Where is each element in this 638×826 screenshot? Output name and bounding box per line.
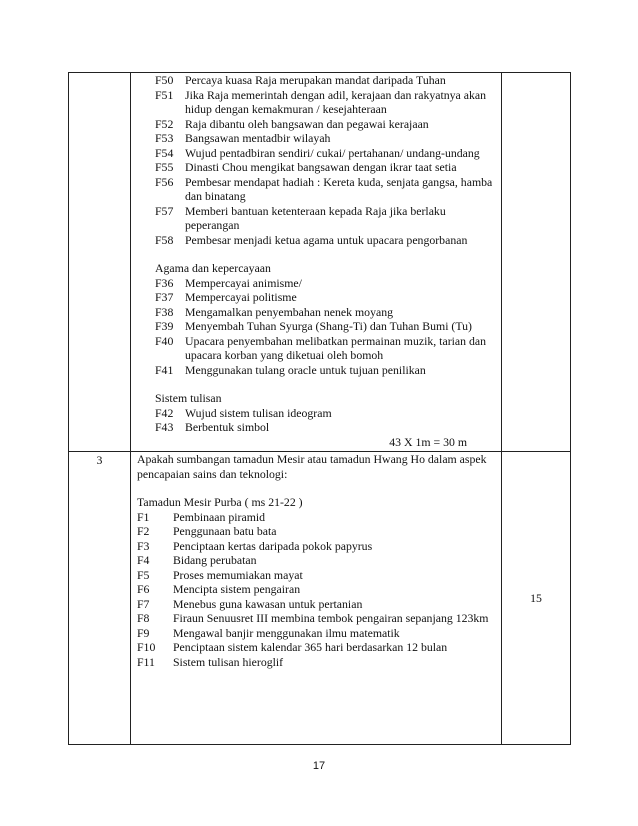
item-code: F1 — [137, 509, 150, 524]
social-structure-list — [155, 73, 497, 247]
item-code: F51 — [155, 87, 174, 102]
mark-cell — [502, 73, 571, 452]
writing-list — [155, 406, 497, 435]
list-item — [137, 582, 497, 597]
item-text: Mencipta sistem pengairan — [173, 582, 301, 596]
list-item — [155, 73, 497, 88]
list-item — [155, 334, 497, 363]
list-item — [137, 655, 497, 670]
item-text: Bangsawan mentadbir wilayah — [185, 131, 331, 145]
item-code: F2 — [137, 524, 150, 538]
item-code: F42 — [155, 405, 174, 420]
item-text: Penciptaan sistem kalendar 365 hari berdasarkan 12 bulan — [173, 640, 448, 654]
list-item — [137, 626, 497, 641]
item-code: F11 — [137, 654, 155, 669]
item-text: Pembesar mendapat hadiah : Kereta kuda, senjata gangsa, hamba dan binatang — [185, 174, 493, 203]
item-text: Menggunakan tulang oracle untuk tujuan penilikan — [185, 362, 426, 377]
list-item — [155, 175, 497, 204]
item-text: Percaya kuasa Raja merupakan mandat daripada Tuhan — [185, 73, 446, 87]
page-number: 17 — [312, 760, 326, 772]
section-subheading: Tamadun Mesir Purba ( ms 21-22 ) — [137, 495, 303, 509]
science-technology-list — [137, 510, 497, 670]
item-text: Wujud sistem tulisan ideogram — [185, 405, 332, 420]
list-item — [155, 146, 497, 161]
item-text: Menebus guna kawasan untuk pertanian — [173, 596, 363, 611]
writing-heading: Sistem tulisan — [155, 391, 222, 405]
item-text: Mempercayai politisme — [185, 290, 297, 304]
item-text: Memberi bantuan ketenteraan kepada Raja jika berlaku peperangan — [185, 203, 446, 232]
item-code: F7 — [137, 596, 150, 611]
item-code: F4 — [137, 553, 150, 567]
item-code: F38 — [155, 304, 174, 319]
item-text: Mengamalkan penyembahan nenek moyang — [185, 304, 394, 319]
item-code: F37 — [155, 290, 174, 304]
list-item — [137, 539, 497, 554]
item-text: Penciptaan kertas daripada pokok papyrus — [173, 538, 373, 553]
list-item — [137, 611, 497, 626]
list-item — [137, 524, 497, 539]
item-text: Firaun Senuusret III membina tembok pengairan sepanjang 123km — [173, 611, 489, 625]
mark-scale-note: 43 X 1m = 30 m — [389, 434, 467, 449]
item-code: F43 — [155, 420, 174, 434]
item-code: F58 — [155, 232, 174, 247]
item-code: F54 — [155, 145, 174, 160]
list-item — [137, 553, 497, 568]
item-code: F52 — [155, 116, 174, 131]
list-item — [137, 568, 497, 583]
item-code: F9 — [137, 625, 150, 640]
item-text: Jika Raja memerintah dengan adil, kerajaan dan rakyatnya akan hidup dengan kemakmuran / kesejahteraan — [185, 87, 487, 116]
list-item — [155, 117, 497, 132]
mark-cell: 15 — [502, 452, 571, 745]
item-code: F8 — [137, 611, 150, 625]
item-code: F36 — [155, 275, 174, 290]
list-item — [155, 131, 497, 146]
list-item — [155, 305, 497, 320]
item-code: F53 — [155, 131, 174, 145]
item-text: Upacara penyembahan melibatkan permainan muzik, tarian dan upacara korban yang diketuai oleh bomoh — [185, 333, 487, 362]
item-text: Raja dibantu oleh bangsawan dan pegawai kerajaan — [185, 116, 429, 131]
question-number-cell: 3 — [69, 452, 131, 745]
list-item — [155, 160, 497, 175]
table-row — [69, 452, 571, 745]
marking-scheme-table — [68, 72, 571, 745]
item-code: F40 — [155, 333, 174, 348]
religion-list — [155, 276, 497, 378]
list-item — [155, 319, 497, 334]
list-item — [137, 640, 497, 655]
item-text: Mengawal banjir menggunakan ilmu matematik — [173, 625, 400, 640]
item-text: Pembinaan piramid — [173, 509, 266, 524]
list-item — [155, 420, 497, 435]
answer-cell — [131, 73, 502, 452]
item-text: Sistem tulisan hieroglif — [173, 654, 284, 669]
item-text: Menyembah Tuhan Syurga (Shang-Ti) dan Tuhan Bumi (Tu) — [185, 319, 472, 333]
item-text: Proses memumiakan mayat — [173, 567, 303, 582]
list-item — [155, 204, 497, 233]
question-text: Apakah sumbangan tamadun Mesir atau tamadun Hwang Ho dalam aspek pencapaian sains dan teknologi: — [137, 452, 487, 481]
item-code: F39 — [155, 319, 174, 333]
item-text: Penggunaan batu bata — [173, 524, 277, 538]
item-code: F41 — [155, 362, 174, 377]
item-code: F57 — [155, 203, 174, 218]
list-item — [155, 233, 497, 248]
list-item — [155, 88, 497, 117]
item-code: F55 — [155, 160, 174, 174]
item-text: Berbentuk simbol — [185, 420, 270, 434]
answer-cell — [131, 452, 502, 745]
list-item — [155, 290, 497, 305]
list-item — [137, 597, 497, 612]
list-item — [155, 406, 497, 421]
table-row — [69, 73, 571, 452]
item-code: F5 — [137, 567, 150, 582]
item-code: F6 — [137, 582, 150, 596]
item-code: F56 — [155, 174, 174, 189]
item-code: F50 — [155, 73, 174, 87]
list-item — [155, 276, 497, 291]
list-item — [137, 510, 497, 525]
item-text: Wujud pentadbiran sendiri/ cukai/ pertahanan/ undang-undang — [185, 145, 480, 160]
item-text: Mempercayai animisme/ — [185, 275, 302, 290]
item-text: Dinasti Chou mengikat bangsawan dengan ikrar taat setia — [185, 160, 457, 174]
item-text: Pembesar menjadi ketua agama untuk upacara pengorbanan — [185, 232, 468, 247]
question-number-cell — [69, 73, 131, 452]
item-code: F3 — [137, 538, 150, 553]
item-text: Bidang perubatan — [173, 553, 257, 567]
list-item — [155, 363, 497, 378]
item-code: F10 — [137, 640, 156, 654]
religion-heading: Agama dan kepercayaan — [155, 261, 271, 275]
